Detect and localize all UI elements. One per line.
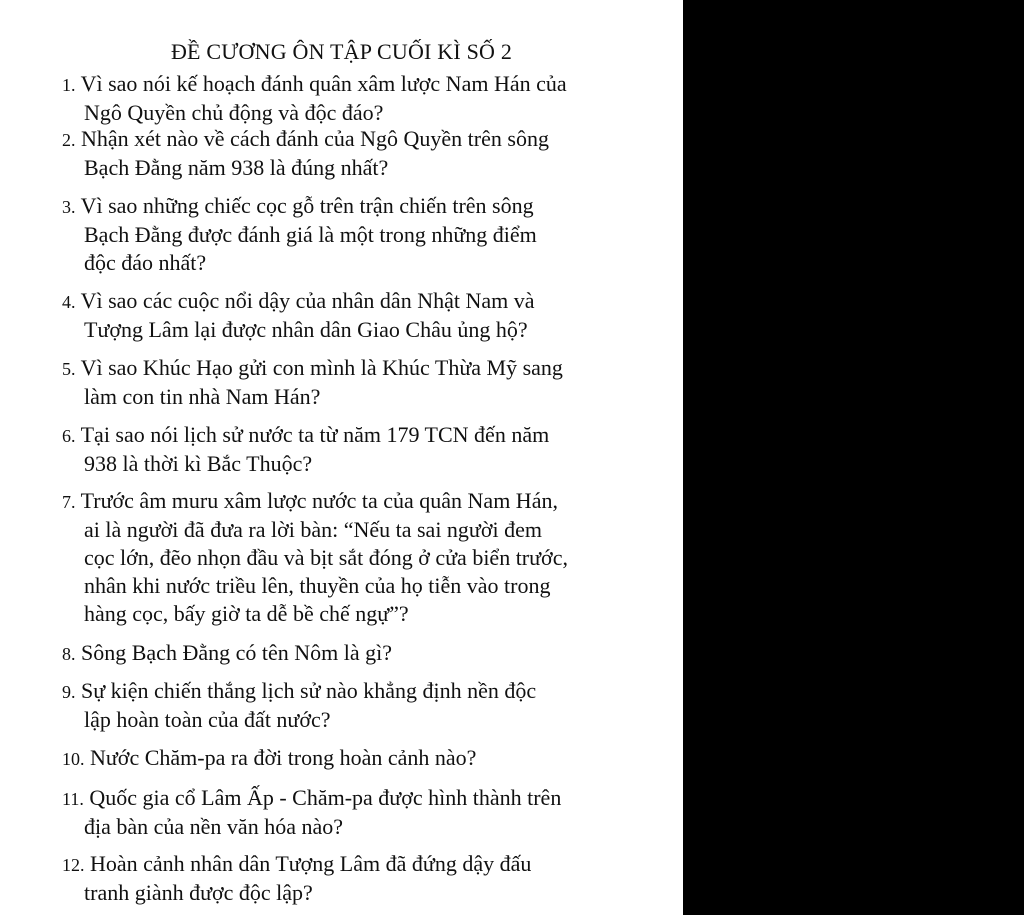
question-number: 12. — [62, 855, 85, 875]
question-item — [62, 639, 662, 668]
question-item — [62, 487, 662, 628]
question-text: Vì sao nói kế hoạch đánh quân xâm lược Nam Hán của — [80, 71, 567, 96]
question-line-1 — [62, 487, 662, 516]
question-text: nhân khi nước triều lên, thuyền của họ tiễn vào trong — [84, 573, 551, 598]
question-item — [62, 354, 662, 411]
question-line-1 — [62, 677, 662, 706]
question-text: Trước âm muru xâm lược nước ta của quân Nam Hán, — [80, 488, 558, 513]
black-margin-panel — [683, 0, 1024, 915]
question-number: 1. — [62, 75, 76, 95]
question-line-1 — [62, 744, 662, 773]
page-title: ĐỀ CƯƠNG ÔN TẬP CUỐI KÌ SỐ 2 — [170, 39, 513, 64]
question-item — [62, 421, 662, 478]
question-line-1 — [62, 70, 662, 99]
question-text: Vì sao những chiếc cọc gỗ trên trận chiến trên sông — [80, 193, 534, 218]
question-text: lập hoàn toàn của đất nước? — [84, 707, 331, 732]
question-item — [62, 70, 662, 127]
question-text: Bạch Đằng được đánh giá là một trong những điểm — [84, 222, 537, 247]
question-text: địa bàn của nền văn hóa nào? — [84, 814, 343, 839]
question-line-1 — [62, 850, 662, 879]
question-number: 3. — [62, 197, 76, 217]
question-number: 2. — [62, 130, 76, 150]
question-item — [62, 744, 662, 773]
question-text: cọc lớn, đẽo nhọn đầu và bịt sắt đóng ở cửa biển trước, — [84, 545, 568, 570]
question-line-1 — [62, 192, 662, 221]
question-number: 11. — [62, 789, 84, 809]
question-text: Nhận xét nào về cách đánh của Ngô Quyền trên sông — [81, 126, 549, 151]
question-line-1 — [62, 639, 662, 668]
question-number: 4. — [62, 292, 76, 312]
question-number: 7. — [62, 492, 76, 512]
question-number: 5. — [62, 359, 76, 379]
question-text: Tượng Lâm lại được nhân dân Giao Châu ủng hộ? — [84, 317, 528, 342]
question-text: độc đáo nhất? — [84, 250, 207, 275]
question-item — [62, 125, 662, 182]
question-text: Hoàn cảnh nhân dân Tượng Lâm đã đứng dậy đấu — [90, 851, 532, 876]
question-number: 9. — [62, 682, 76, 702]
question-text: Vì sao Khúc Hạo gửi con mình là Khúc Thừa Mỹ sang — [80, 355, 563, 380]
question-text: Tại sao nói lịch sử nước ta từ năm 179 TCN đến năm — [80, 422, 550, 447]
question-text: Bạch Đằng năm 938 là đúng nhất? — [84, 155, 389, 180]
question-number: 6. — [62, 426, 76, 446]
question-text: Nước Chăm-pa ra đời trong hoàn cảnh nào? — [90, 745, 477, 770]
question-item — [62, 784, 662, 841]
question-number: 10. — [62, 749, 85, 769]
question-item — [62, 192, 662, 277]
question-line-1 — [62, 784, 662, 813]
question-text: tranh giành được độc lập? — [84, 880, 313, 905]
question-line-1 — [62, 125, 662, 154]
question-text: Ngô Quyền chủ động và độc đáo? — [84, 100, 384, 125]
question-item — [62, 677, 662, 734]
question-text: ai là người đã đưa ra lời bàn: “Nếu ta sai người đem — [84, 517, 542, 542]
question-line-1 — [62, 287, 662, 316]
question-text: Quốc gia cổ Lâm Ấp - Chăm-pa được hình thành trên — [89, 785, 562, 810]
question-item — [62, 287, 662, 344]
question-item — [62, 850, 662, 907]
question-line-1 — [62, 421, 662, 450]
question-line-1 — [62, 354, 662, 383]
question-text: 938 là thời kì Bắc Thuộc? — [84, 451, 313, 476]
question-text: hàng cọc, bấy giờ ta dễ bề chế ngự”? — [84, 601, 409, 626]
question-number: 8. — [62, 644, 76, 664]
question-text: Vì sao các cuộc nổi dậy của nhân dân Nhật Nam và — [80, 288, 535, 313]
question-text: Sông Bạch Đằng có tên Nôm là gì? — [81, 640, 392, 665]
question-text: làm con tin nhà Nam Hán? — [84, 384, 321, 409]
question-text: Sự kiện chiến thắng lịch sử nào khẳng định nền độc — [81, 678, 537, 703]
